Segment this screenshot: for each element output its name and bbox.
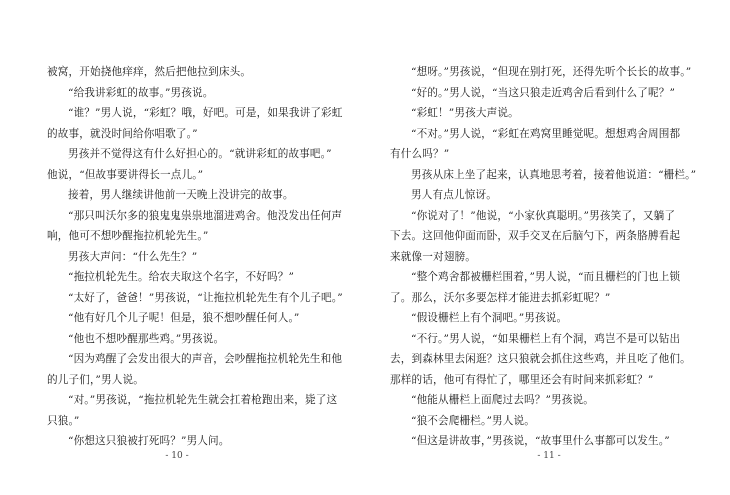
text-line: 去，到森林里去闲逛？这只狼就会抓住这些鸡，并且吃了他们。 <box>390 353 691 365</box>
text-line: “拖拉机轮先生。给农夫取这个名字，不好吗？” <box>68 271 295 283</box>
text-line: “给我讲彩虹的故事。”男孩说。 <box>68 86 214 99</box>
text-line: “他能从栅栏上面爬过去吗？”男孩说。 <box>411 394 595 406</box>
text-line: 只狼。” <box>47 414 80 427</box>
text-line: “想呀。”男孩说，“但现在别打死，还得先听个长长的故事。” <box>411 66 692 78</box>
left-page-text <box>47 62 343 452</box>
text-line: “不对。”男人说，“彩虹在鸡窝里睡觉呢。想想鸡舍周围都 <box>411 127 681 140</box>
text-line: “但这是讲故事，”男孩说，“故事里什么事都可以发生。” <box>411 435 670 447</box>
text-line: 的故事，就没时间给你唱歌了。” <box>47 127 198 140</box>
text-line: “你想这只狼被打死吗？”男人问。 <box>68 435 230 447</box>
text-line: 那样的话，他可有得忙了，哪里还会有时间来抓彩虹？” <box>390 373 654 386</box>
right-page-text <box>390 62 697 452</box>
text-line: “因为鸡醒了会发出很大的声音，会吵醒拖拉机轮先生和他 <box>68 353 343 365</box>
text-line: “好的。”男人说，“当这只狼走近鸡舍后看到什么了呢？” <box>411 86 676 99</box>
text-line: “你说对了！”他说，“小家伙真聪明。”男孩笑了，又躺了 <box>411 209 676 222</box>
text-line: 接着，男人继续讲他前一天晚上没讲完的故事。 <box>68 189 294 201</box>
text-line: “太好了，爸爸！”男孩说，“让拖拉机轮先生有个儿子吧。” <box>68 291 343 304</box>
text-line: 下去。这回他仰面而卧，双手交叉在后脑勺下，两条胳膊看起 <box>390 230 681 242</box>
text-line: 响，他可不想吵醒拖拉机轮先生。” <box>47 230 209 242</box>
right-page <box>365 0 730 495</box>
text-line: 有什么吗？” <box>390 148 450 160</box>
text-line: 来就像一对翅膀。 <box>390 250 476 263</box>
text-line: 男人有点儿惊讶。 <box>411 189 497 201</box>
text-line: “谁？”男人说，“彩虹？哦，好吧。可是，如果我讲了彩虹 <box>68 107 343 119</box>
text-line: 被窝，开始挠他痒痒，然后把他拉到床头。 <box>47 66 252 78</box>
text-line: “那只叫沃尔多的狼鬼鬼祟祟地溜进鸡舍。他没发出任何声 <box>68 209 343 222</box>
left-page-number: - 10 - <box>165 451 189 461</box>
text-line: “狼不会爬栅栏。”男人说。 <box>411 414 536 427</box>
text-line: “对。”男孩说，“拖拉机轮先生就会扛着枪跑出来，毙了这 <box>68 394 338 406</box>
right-page-number: - 11 - <box>537 451 561 461</box>
text-line: 男孩大声问：“什么先生？” <box>68 250 198 263</box>
text-line: 男孩从床上坐了起来，认真地思考着，接着他说道：“栅栏。” <box>411 168 697 181</box>
text-line: 的儿子们，”男人说。 <box>47 373 144 386</box>
text-line: “假设栅栏上有个洞吧。”男孩说。 <box>411 312 568 324</box>
text-line: “彩虹！”男孩大声说。 <box>411 107 519 119</box>
text-line: 他说，“但故事要讲得长一点儿。” <box>47 168 204 181</box>
text-line: “整个鸡舍都被栅栏围着，”男人说，“而且栅栏的门也上锁 <box>411 271 681 283</box>
text-line: 了。那么，沃尔多要怎样才能进去抓彩虹呢？” <box>390 291 611 304</box>
text-line: “他有好几个儿子呢！但是，狼不想吵醒任何人。” <box>68 312 300 324</box>
text-line: 男孩并不觉得这有什么好担心的。“就讲彩虹的故事吧。” <box>68 148 332 160</box>
text-line: “他也不想吵醒那些鸡。”男孩说。 <box>68 332 225 345</box>
text-line: “不行。”男人说，“如果栅栏上有个洞，鸡岂不是可以钻出 <box>411 332 681 345</box>
